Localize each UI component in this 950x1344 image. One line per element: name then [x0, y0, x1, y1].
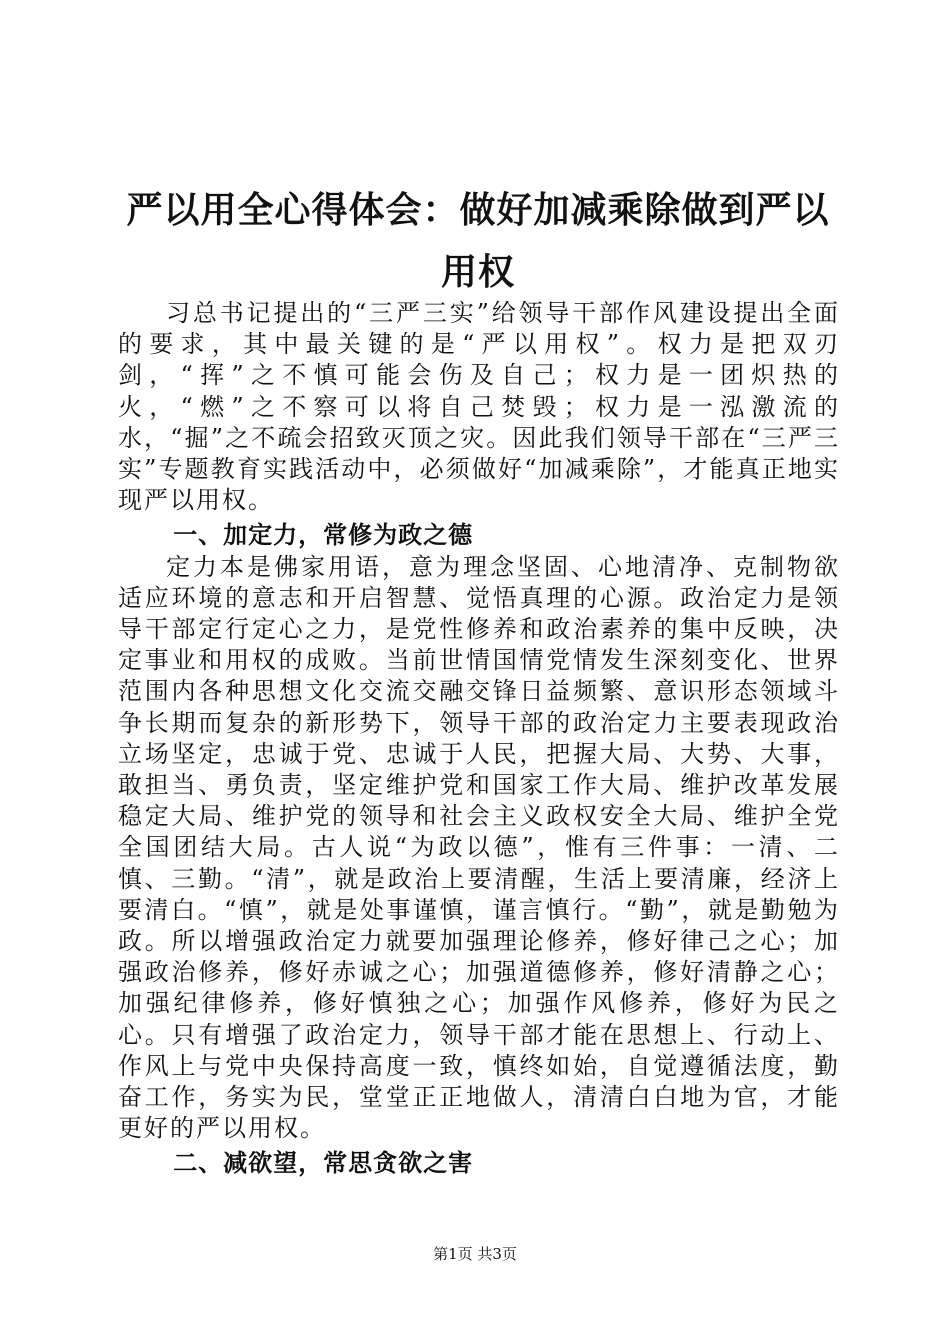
- section-2-heading: 二、减欲望，常思贪欲之害: [173, 1149, 474, 1178]
- page-footer: 第1页 共3页: [433, 1245, 517, 1263]
- document-body: [118, 298, 840, 1180]
- section-1-heading: 一、加定力，常修为政之德: [173, 521, 474, 550]
- section-1-paragraph: 定力本是佛家用语，意为理念坚固、心地清净、克制物欲适应环境的意志和开启智慧、觉悟真理的心源。政治定力是领导干部定行定心之力，是党性修养和政治素养的集中反映，决定事业和用权的成败。当前世情国情党情发生深刻变化、世界范围内各种思想文化交流交融交锋日益频繁、意识形态领域斗争长期而复杂的新形势下，领导干部的政治定力主要表现政治立场坚定，忠诚于党、忠诚于人民，把握大局、大势、大事，敢担当、勇负责，坚定维护党和国家工作大局、维护改革发展稳定大局、维护党的领导和社会主义政权安全大局、维护全党全国团结大局。古人说“为政以德”，惟有三件事：一清、二慎、三勤。“清”，就是政治上要清醒，生活上要清廉，经济上要清白。“慎”，就是处事谨慎，谨言慎行。“勤”，就是勤勉为政。所以增强政治定力就要加强理论修养，修好律己之心；加强政治修养，修好赤诚之心；加强道德修养，修好清静之心；加强纪律修养，修好慎独之心；加强作风修养，修好为民之心。只有增强了政治定力，领导干部才能在思想上、行动上、作风上与党中央保持高度一致，慎终如始，自觉遵循法度，勤奋工作，务实为民，堂堂正正地做人，清清白白地为官，才能更好的严以用权。: [118, 552, 840, 1143]
- document-title: 严以用全心得体会：做好加减乘除做到严以用权: [126, 190, 830, 293]
- intro-paragraph: 习总书记提出的“三严三实”给领导干部作风建设提出全面的要求，其中最关键的是“严以用权”。权力是把双刃剑，“挥”之不慎可能会伤及自己；权力是一团炽热的火，“燃”之不察可以将自己焚毁；权力是一泓激流的水，“掘”之不疏会招致灭顶之灾。因此我们领导干部在“三严三实”专题教育实践活动中，必须做好“加减乘除”，才能真正地实现严以用权。: [118, 299, 840, 515]
